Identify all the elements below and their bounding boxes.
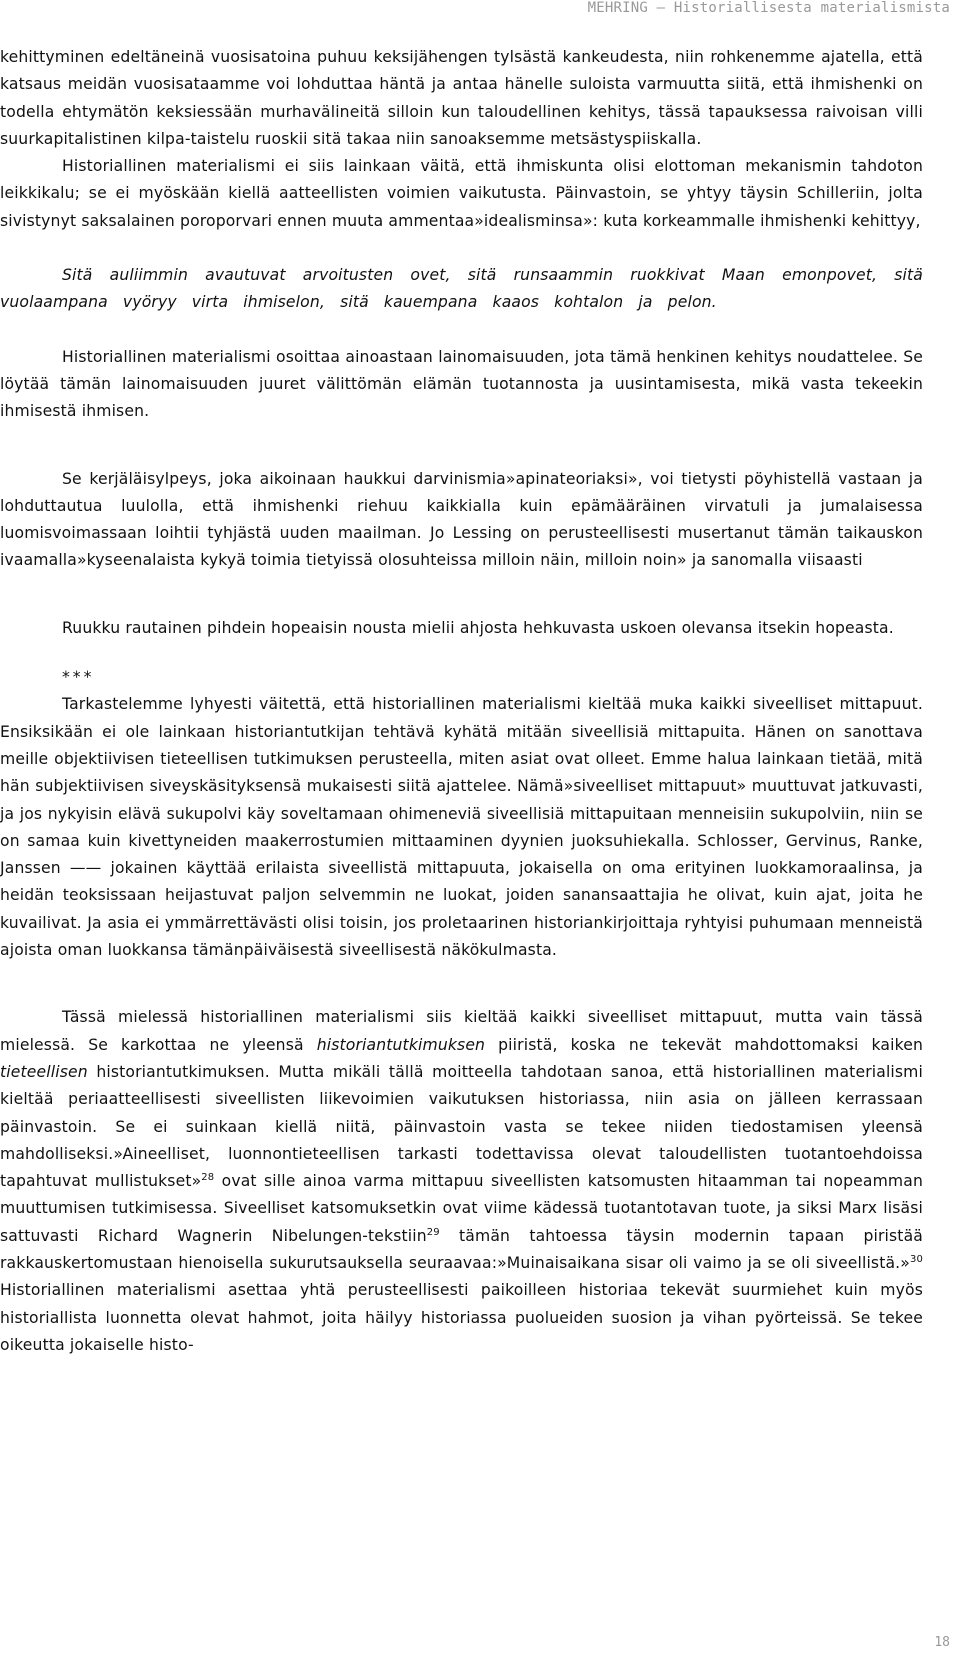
footnote-ref-29[interactable]: 29 <box>426 1226 440 1238</box>
schiller-quote: Sitä auliimmin avautuvat arvoitusten ovet, sitä runsaammin ruokkivat Maan emonpovet, sitä vuolaampana vyöryy virta ihmiselon, sitä kauempana kaaos kohtalon ja pelon. <box>0 266 923 312</box>
paragraph-5: Tarkastelemme lyhyesti väitettä, että historiallinen materialismi kieltää muka kaikki siveelliset mittapuut. Ensiksikään ei ole lainkaan historiantutkijan tehtävä kyhätä mitään siveellisiä mittapuita. Hänen on sanottava meille objektiivisen tieteellisen tutkimuksen perusteella, miten asiat ovat olleet. Emme halua lainkaan tietää, mitä hän subjektiivisen siveyskäsityksensä mukaisesti siitä ajattelee. Nämä»siveelliset mittapuut» muuttuvat jatkuvasti, ja jos nykyisin elävä sukupolvi käy soveltamaan ohimeneviä siveellisiä mittapuitaan menneisiin sukupolviin, niin se on samaa kuin kivettyneiden maakerrostumien mittaaminen dyynien juoksuhiekalla. Schlosser, Gervinus, Ranke, Janssen —— jokainen käyttää erilaista siveellistä mittapuuta, jokaisella on oma erityinen luokkamoraalinsa, ja heidän teoksissaan heijastuvat paljon selvemmin ne luokat, joiden sanansaattajia he olivat, kuin ajat, joita he kuvailivat. Ja asia ei ymmärrettävästi olisi toisin, jos proletaarinen historiankirjoittaja ryhtyisi puhumaan menneistä ajoista oman luokkansa tämänpäiväisestä siveellisestä näkökulmasta. <box>0 695 923 960</box>
body-text <box>0 44 923 1359</box>
paragraph-2: Historiallinen materialismi ei siis lainkaan väitä, että ihmiskunta olisi elottoman mekanismin tahdoton leikkikalu; se ei myöskään kiellä aatteellisten voimien vaikutusta. Päinvastoin, se yhtyy täysin Schilleriin, jolta sivistynyt saksalainen poroporvari ennen muuta ammentaa»idealisminsa»: kuta korkeammalle ihmishenki kehittyy, <box>0 157 923 230</box>
paragraph-6-text-c: historiantutkimuksen. Mutta mikäli tällä moitteella tahdotaan sanoa, että historiallinen materialismi kieltää periaatteellisesti siveellisten liikevoimien vaikutuksen historiassa, niin asia on jälleen kerrassaan päinvastoin. Se ei suinkaan kiellä niitä, päinvastoin vasta se tekee niiden tiedostamisen yleensä mahdolliseksi.»Aineelliset, luonnontieteellisen tarkasti todettavissa olevat taloudellisten tuotantoehdoissa tapahtuvat mullistukset» <box>0 1062 923 1191</box>
emphasis-historiantutkimuksen: historiantutkimuksen <box>316 1035 486 1054</box>
paragraph-6-text-a: Tässä mielessä historiallinen materialismi siis kieltää kaikki siveelliset mittapuut, mutta vain tässä mielessä. Se karkottaa ne yleensä <box>0 1008 923 1054</box>
emphasis-tieteellisen: tieteellisen <box>0 1062 88 1081</box>
paragraph-6 <box>0 1004 923 1359</box>
footnote-ref-30[interactable]: 30 <box>909 1253 923 1265</box>
paragraph-3: Historiallinen materialismi osoittaa ainoastaan lainomaisuuden, jota tämä henkinen kehitys noudattelee. Se löytää tämän lainomaisuuden juuret välittömän elämän tuotannosta ja uusintamisesta, mikä vasta tekeekin ihmisestä ihmisen. <box>0 347 923 421</box>
running-header: MEHRING – Historiallisesta materialismista <box>587 0 950 16</box>
lessing-quote: Ruukku rautainen pihdein hopeaisin nousta mielii ahjosta hehkuvasta uskoen olevansa itsekin hopeasta. <box>62 618 894 637</box>
footnote-ref-28[interactable]: 28 <box>201 1171 215 1183</box>
paragraph-6-text-e: tämän tahtoessa täysin modernin tapaan piristää rakkauskertomustaan hienoisella sukurutsauksella seuraavaa:»Muinaisaikana sisar oli vaimo ja se oli siveellistä.» <box>0 1226 923 1272</box>
paragraph-4: Se kerjäläisylpeys, joka aikoinaan haukkui darvinismia»apinateoriaksi», voi tietysti pöyhistellä vastaan ja lohduttautua luulolla, että ihmishenki riehuu kaikkialla kuin epämääräinen virvatuli ja jumalaisessa luomisvoimassaan loihtii tyhjästä uuden maailman. Jo Lessing on perusteellisesti musertanut tämän taikauskon ivaamalla»kyseenalaista kykyä toimia tietyissä olosuhteissa milloin näin, milloin noin» ja sanomalla viisaasti <box>0 469 923 570</box>
section-divider: *** <box>62 668 95 687</box>
paragraph-6-text-f: Historiallinen materialismi asettaa yhtä perusteellisesti paikoilleen historiaa tekevät suurmiehet kuin myös historiallista luonnetta olevat hahmot, joita häilyy historiassa puolueiden suosion ja vihan pyörteissä. Se tekee oikeutta jokaiselle histo- <box>0 1281 923 1354</box>
paragraph-6-text-b: piiristä, koska ne tekevät mahdottomaksi kaiken <box>485 1035 923 1054</box>
paragraph-1: kehittyminen edeltäneinä vuosisatoina puhuu keksijähengen tylsästä kankeudesta, niin rohkenemme ajatella, että katsaus meidän vuosisataamme voi lohduttaa häntä ja antaa hänelle suloista varmuutta siitä, että ihmishenki on todella ehtymätön keksiessään murhavälineitä silloin kun taloudellinen kehitys, tässä tapauksessa raivoisan villi suurkapitalistinen kilpa-taistelu ruoskii sitä takaa niin sanoaksemme metsästyspiiskalla. <box>0 48 923 148</box>
page-number: 18 <box>934 1635 950 1650</box>
paragraph-6-text-d: ovat sille ainoa varma mittapuu siveellisten katsomusten hitaamman tai nopeamman muuttumisen tutkimisessa. Siveelliset katsomuksetkin ovat viime kädessä tuotantotavan tuote, ja siksi Marx lisäsi sattuvasti Richard Wagnerin Nibelungen-tekstiin <box>0 1172 923 1245</box>
